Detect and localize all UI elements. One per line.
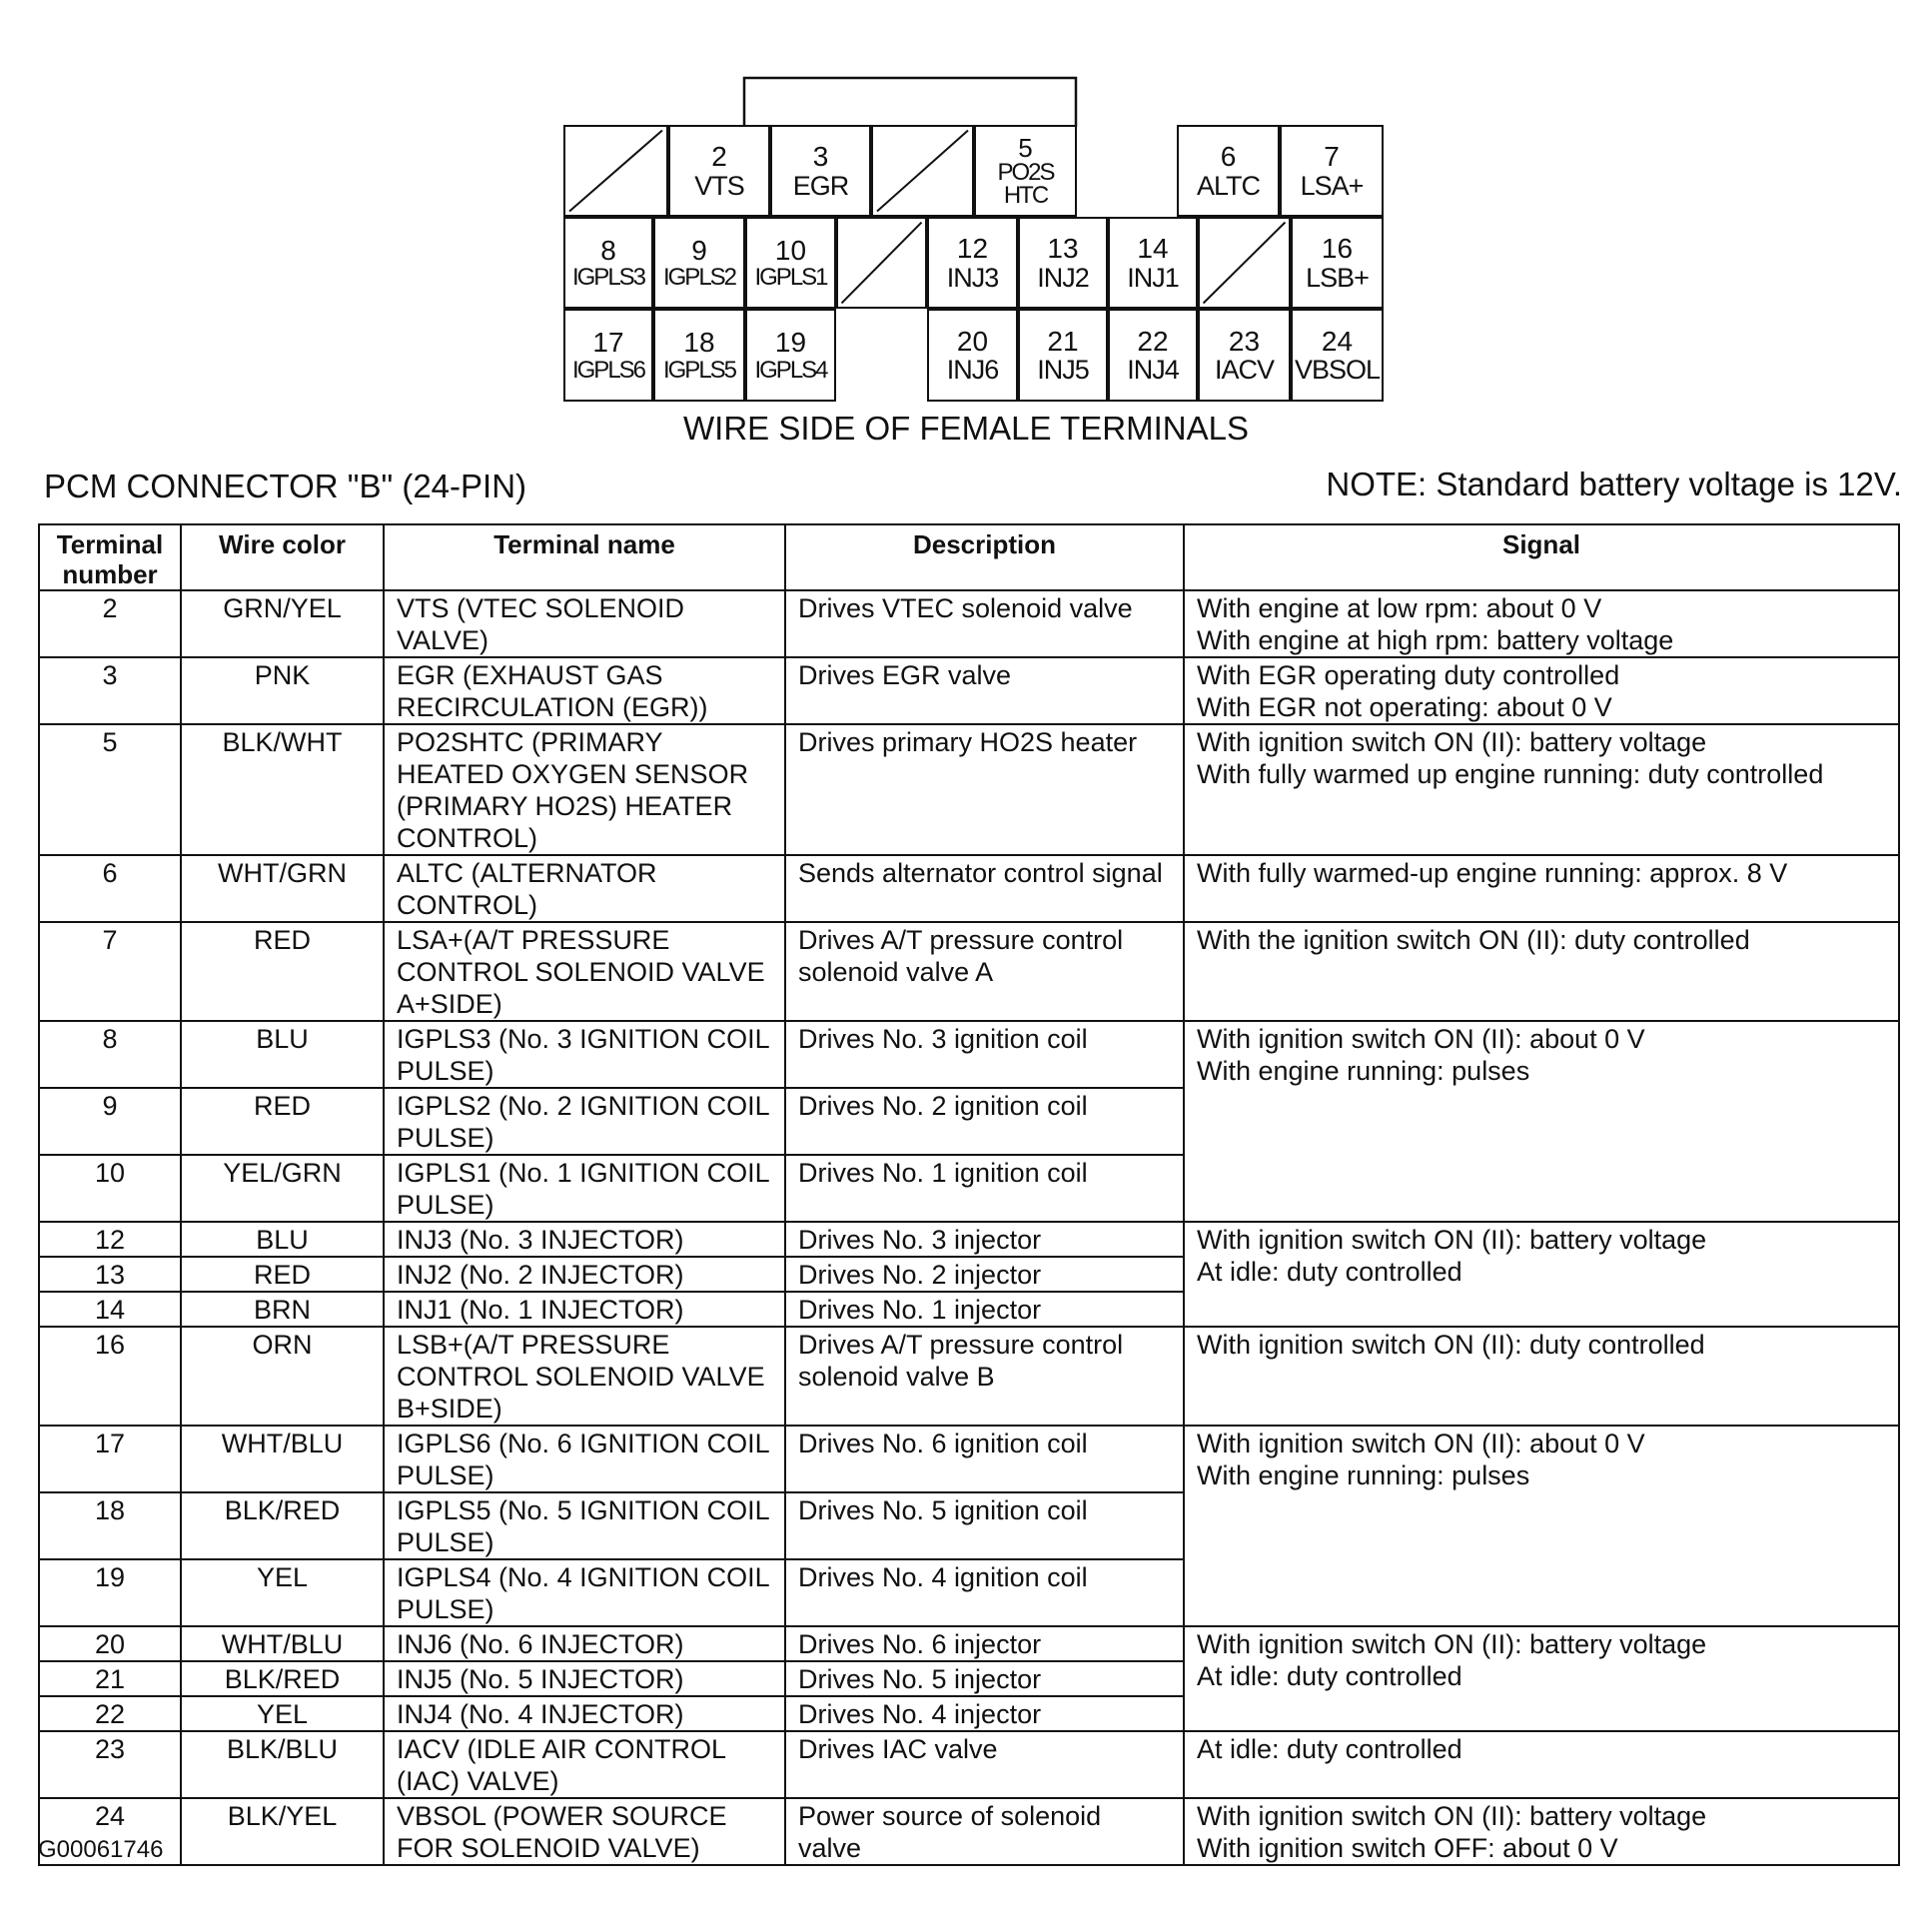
pin-label: INJ1 xyxy=(1127,262,1179,293)
description-cell: Drives A/T pressure control solenoid valve B xyxy=(785,1327,1184,1426)
pin-label: LSA+ xyxy=(1300,170,1364,201)
connector-pin-16 xyxy=(1291,217,1384,309)
wire-color-cell: BLU xyxy=(181,1021,384,1088)
signal-cell: With the ignition switch ON (II): duty controlled xyxy=(1184,922,1899,1021)
wire-color-cell: WHT/GRN xyxy=(181,855,384,922)
pin-number: 14 xyxy=(1137,233,1169,265)
signal-cell: With ignition switch ON (II): battery voltage With fully warmed up engine running: duty controlled xyxy=(1184,724,1899,855)
connector-pin-14 xyxy=(1108,217,1198,309)
connector-pin-8 xyxy=(563,217,653,309)
pin-number: 20 xyxy=(956,325,989,357)
terminal-number-cell: 23 xyxy=(39,1731,181,1798)
terminal-name-cell: ALTC (ALTERNATOR CONTROL) xyxy=(384,855,785,922)
connector-pin-10 xyxy=(745,217,836,309)
terminal-number-cell: 13 xyxy=(39,1257,181,1292)
connector-pin-22 xyxy=(1108,309,1198,402)
table-header-row xyxy=(39,524,1899,590)
header-description: Description xyxy=(785,524,1184,590)
table-row xyxy=(39,724,1899,855)
pin-number: 21 xyxy=(1047,325,1079,357)
connector-pin-20 xyxy=(927,309,1018,402)
header-terminal-name: Terminal name xyxy=(384,524,785,590)
terminal-name-cell: INJ5 (No. 5 INJECTOR) xyxy=(384,1661,785,1696)
pin-number: 24 xyxy=(1321,325,1354,357)
terminal-number-cell: 10 xyxy=(39,1155,181,1222)
battery-voltage-note: NOTE: Standard battery voltage is 12V. xyxy=(1326,466,1902,502)
table-body xyxy=(39,590,1899,1865)
description-cell: Drives VTEC solenoid valve xyxy=(785,590,1184,657)
table-row xyxy=(39,1626,1899,1661)
connector-caption: WIRE SIDE OF FEMALE TERMINALS xyxy=(683,410,1249,447)
description-cell: Drives primary HO2S heater xyxy=(785,724,1184,855)
terminal-name-cell: VBSOL (POWER SOURCE FOR SOLENOID VALVE) xyxy=(384,1798,785,1865)
terminal-number-cell: 20 xyxy=(39,1626,181,1661)
wire-color-cell: YEL xyxy=(181,1696,384,1731)
pin-label: ALTC xyxy=(1196,170,1260,201)
pin-number: 10 xyxy=(774,234,807,266)
connector-pin-17 xyxy=(563,309,653,402)
description-cell: Drives No. 4 ignition coil xyxy=(785,1559,1184,1626)
terminal-number-cell: 9 xyxy=(39,1088,181,1155)
pin-label: INJ6 xyxy=(946,355,999,386)
terminal-name-cell: EGR (EXHAUST GAS RECIRCULATION (EGR)) xyxy=(384,657,785,724)
pin-number: 5 xyxy=(1018,132,1033,163)
wire-color-cell: WHT/BLU xyxy=(181,1426,384,1492)
description-cell: Drives No. 1 injector xyxy=(785,1292,1184,1327)
terminal-number-cell: 7 xyxy=(39,922,181,1021)
pin-number: 22 xyxy=(1137,325,1169,357)
terminal-name-cell: INJ3 (No. 3 INJECTOR) xyxy=(384,1222,785,1257)
description-cell: Drives No. 4 injector xyxy=(785,1696,1184,1731)
pin-label: IGPLS6 xyxy=(571,356,645,384)
terminal-name-cell: INJ2 (No. 2 INJECTOR) xyxy=(384,1257,785,1292)
description-cell: Drives EGR valve xyxy=(785,657,1184,724)
pin-label: INJ3 xyxy=(946,262,999,293)
terminal-number-cell: 19 xyxy=(39,1559,181,1626)
terminal-number-cell: 16 xyxy=(39,1327,181,1426)
connector-pin-23 xyxy=(1198,309,1291,402)
wire-color-cell: RED xyxy=(181,1257,384,1292)
wire-color-cell: GRN/YEL xyxy=(181,590,384,657)
connector-title: PCM CONNECTOR "B" (24-PIN) xyxy=(44,468,527,504)
connector-pin-18 xyxy=(653,309,745,402)
header-signal: Signal xyxy=(1184,524,1899,590)
connector-pin-6 xyxy=(1177,125,1280,217)
terminal-number-cell: 21 xyxy=(39,1661,181,1696)
description-cell: Power source of solenoid valve xyxy=(785,1798,1184,1865)
connector-pin-9 xyxy=(653,217,745,309)
description-cell: Drives No. 5 injector xyxy=(785,1661,1184,1696)
signal-cell: With ignition switch ON (II): battery voltage At idle: duty controlled xyxy=(1184,1626,1899,1731)
terminal-number-cell: 17 xyxy=(39,1426,181,1492)
pin-number: 19 xyxy=(774,327,807,359)
wire-color-cell: YEL xyxy=(181,1559,384,1626)
terminal-name-cell: IGPLS4 (No. 4 IGNITION COIL PULSE) xyxy=(384,1559,785,1626)
description-cell: Drives No. 1 ignition coil xyxy=(785,1155,1184,1222)
connector-pin-5 xyxy=(974,125,1077,217)
terminal-name-cell: IACV (IDLE AIR CONTROL (IAC) VALVE) xyxy=(384,1731,785,1798)
pin-number: 13 xyxy=(1047,233,1079,265)
description-cell: Drives No. 5 ignition coil xyxy=(785,1492,1184,1559)
signal-cell: With fully warmed-up engine running: approx. 8 V xyxy=(1184,855,1899,922)
table-row xyxy=(39,657,1899,724)
table-row xyxy=(39,590,1899,657)
pin-number: 7 xyxy=(1324,141,1340,173)
wire-color-cell: BLK/RED xyxy=(181,1661,384,1696)
signal-cell: With ignition switch ON (II): about 0 V With engine running: pulses xyxy=(1184,1426,1899,1626)
connector-pin-24 xyxy=(1291,309,1384,402)
terminal-number-cell: 8 xyxy=(39,1021,181,1088)
pin-label: IGPLS5 xyxy=(662,356,736,384)
wire-color-cell: BLK/RED xyxy=(181,1492,384,1559)
pin-label: IGPLS4 xyxy=(754,356,827,384)
terminal-name-cell: PO2SHTC (PRIMARY HEATED OXYGEN SENSOR (PRIMARY HO2S) HEATER CONTROL) xyxy=(384,724,785,855)
pin-label: IACV xyxy=(1214,355,1275,386)
terminal-name-cell: VTS (VTEC SOLENOID VALVE) xyxy=(384,590,785,657)
wire-color-cell: RED xyxy=(181,1088,384,1155)
terminal-number-cell: 24 xyxy=(39,1798,181,1865)
pin-label: PO2S HTC xyxy=(997,158,1054,209)
connector-blank-cavity xyxy=(563,125,668,217)
table-row xyxy=(39,1731,1899,1798)
description-cell: Drives No. 2 ignition coil xyxy=(785,1088,1184,1155)
connector-pin-2 xyxy=(668,125,770,217)
terminal-name-cell: IGPLS1 (No. 1 IGNITION COIL PULSE) xyxy=(384,1155,785,1222)
pinout-table xyxy=(38,523,1900,1866)
wire-color-cell: BLK/WHT xyxy=(181,724,384,855)
pin-label: EGR xyxy=(792,170,849,201)
pin-label: INJ4 xyxy=(1127,355,1179,386)
description-cell: Drives No. 6 ignition coil xyxy=(785,1426,1184,1492)
pin-number: 17 xyxy=(592,327,624,359)
wire-color-cell: BLK/BLU xyxy=(181,1731,384,1798)
terminal-name-cell: IGPLS5 (No. 5 IGNITION COIL PULSE) xyxy=(384,1492,785,1559)
signal-cell: With engine at low rpm: about 0 V With engine at high rpm: battery voltage xyxy=(1184,590,1899,657)
terminal-number-cell: 12 xyxy=(39,1222,181,1257)
terminal-number-cell: 18 xyxy=(39,1492,181,1559)
signal-cell: With EGR operating duty controlled With EGR not operating: about 0 V xyxy=(1184,657,1899,724)
description-cell: Drives No. 3 injector xyxy=(785,1222,1184,1257)
wire-color-cell: WHT/BLU xyxy=(181,1626,384,1661)
terminal-number-cell: 22 xyxy=(39,1696,181,1731)
signal-cell: With ignition switch ON (II): duty controlled xyxy=(1184,1327,1899,1426)
connector-pin-13 xyxy=(1018,217,1108,309)
pin-number: 9 xyxy=(691,234,707,266)
pin-label: LSB+ xyxy=(1306,262,1369,293)
description-cell: Drives No. 6 injector xyxy=(785,1626,1184,1661)
pin-number: 18 xyxy=(683,327,715,359)
table-row xyxy=(39,1222,1899,1257)
pin-number: 12 xyxy=(956,233,989,265)
terminal-number-cell: 5 xyxy=(39,724,181,855)
connector-pin-7 xyxy=(1280,125,1384,217)
connector-pin-21 xyxy=(1018,309,1108,402)
pin-number: 23 xyxy=(1228,325,1261,357)
pin-number: 16 xyxy=(1321,233,1354,265)
connector-pin-19 xyxy=(745,309,836,402)
header-wire-color: Wire color xyxy=(181,524,384,590)
connector-blank-cavity xyxy=(871,125,974,217)
header-terminal-number: Terminal number xyxy=(39,524,181,590)
terminal-number-cell: 2 xyxy=(39,590,181,657)
terminal-name-cell: IGPLS3 (No. 3 IGNITION COIL PULSE) xyxy=(384,1021,785,1088)
wire-color-cell: BLK/YEL xyxy=(181,1798,384,1865)
terminal-name-cell: INJ6 (No. 6 INJECTOR) xyxy=(384,1626,785,1661)
connector-blank-cavity xyxy=(836,217,927,309)
signal-cell: With ignition switch ON (II): battery voltage With ignition switch OFF: about 0 V xyxy=(1184,1798,1899,1865)
terminal-name-cell: INJ4 (No. 4 INJECTOR) xyxy=(384,1696,785,1731)
pin-label: IGPLS1 xyxy=(754,264,827,292)
wire-color-cell: YEL/GRN xyxy=(181,1155,384,1222)
signal-cell: With ignition switch ON (II): battery voltage At idle: duty controlled xyxy=(1184,1222,1899,1327)
pin-label: INJ5 xyxy=(1037,355,1089,386)
wire-color-cell: ORN xyxy=(181,1327,384,1426)
wire-color-cell: BLU xyxy=(181,1222,384,1257)
table-row xyxy=(39,1798,1899,1865)
signal-cell: At idle: duty controlled xyxy=(1184,1731,1899,1798)
terminal-name-cell: IGPLS2 (No. 2 IGNITION COIL PULSE) xyxy=(384,1088,785,1155)
terminal-number-cell: 6 xyxy=(39,855,181,922)
terminal-name-cell: LSA+(A/T PRESSURE CONTROL SOLENOID VALVE A+SIDE) xyxy=(384,922,785,1021)
terminal-name-cell: LSB+(A/T PRESSURE CONTROL SOLENOID VALVE B+SIDE) xyxy=(384,1327,785,1426)
pin-number: 3 xyxy=(812,141,829,173)
table-row xyxy=(39,1426,1899,1492)
wire-color-cell: PNK xyxy=(181,657,384,724)
pin-label: IGPLS3 xyxy=(571,264,645,292)
description-cell: Sends alternator control signal xyxy=(785,855,1184,922)
pin-label: IGPLS2 xyxy=(662,264,736,292)
terminal-number-cell: 14 xyxy=(39,1292,181,1327)
description-cell: Drives No. 2 injector xyxy=(785,1257,1184,1292)
description-cell: Drives IAC valve xyxy=(785,1731,1184,1798)
wire-color-cell: BRN xyxy=(181,1292,384,1327)
terminal-name-cell: INJ1 (No. 1 INJECTOR) xyxy=(384,1292,785,1327)
description-cell: Drives No. 3 ignition coil xyxy=(785,1021,1184,1088)
signal-cell: With ignition switch ON (II): about 0 V With engine running: pulses xyxy=(1184,1021,1899,1222)
connector-blank-cavity xyxy=(1198,217,1291,309)
pin-label: VTS xyxy=(694,170,744,201)
connector-pin-3 xyxy=(770,125,871,217)
table-row xyxy=(39,922,1899,1021)
description-cell: Drives A/T pressure control solenoid valve A xyxy=(785,922,1184,1021)
terminal-name-cell: IGPLS6 (No. 6 IGNITION COIL PULSE) xyxy=(384,1426,785,1492)
terminal-number-cell: 3 xyxy=(39,657,181,724)
wire-color-cell: RED xyxy=(181,922,384,1021)
pin-label: INJ2 xyxy=(1037,262,1089,293)
connector-pin-12 xyxy=(927,217,1018,309)
pin-number: 6 xyxy=(1220,141,1237,173)
table-row xyxy=(39,1327,1899,1426)
pin-label: VBSOL xyxy=(1294,355,1381,386)
pin-number: 8 xyxy=(600,234,616,266)
pin-number: 2 xyxy=(711,141,727,173)
table-row xyxy=(39,855,1899,922)
figure-code: G00061746 xyxy=(38,1836,164,1863)
table-row xyxy=(39,1021,1899,1088)
